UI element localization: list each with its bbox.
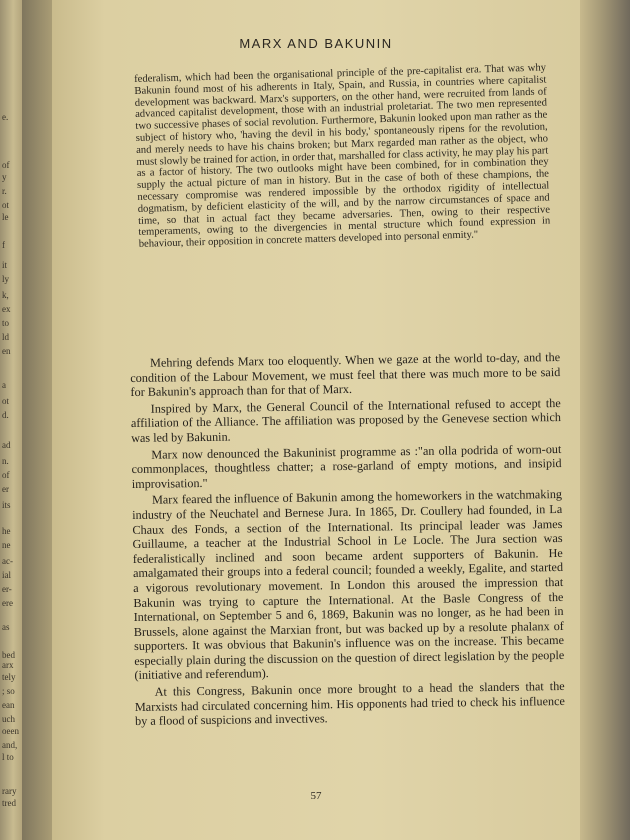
facing-page-fragment: of — [2, 160, 10, 170]
facing-page-fragment: le — [2, 212, 9, 222]
facing-page-fragment: bed — [2, 650, 15, 660]
body-text — [130, 350, 565, 731]
block-quote — [134, 62, 551, 250]
facing-page-fragment: l to — [2, 752, 14, 762]
paragraph: Marx feared the influence of Bakunin among the homeworkers in the watchmaking industry of the Neuchatel and Bernese Jura. In 1865, Dr. Coullery had founded, in La Chaux des Fonds, a section of the International. Its principal leader was James Guillaume, a teacher at the Industrial School in Le Locle. The Jura section was federalistically inclined and soon became ardent supporters of Bakunin. He amalgamated their groups into a federal council; founded a weekly, Egalite, and started a vigorous revolutionary movement. In London this aroused the impression that Bakunin was trying to capture the International. At the Basle Congress of the International, on September 5 and 6, 1869, Bakunin was no longer, as he had been in Brussels, alone against the Marxian front, but was backed up by a resolute phalanx of supporters. It was obvious that Bakunin's influence was on the increase. This became especially plain during the discussion on the question of direct legislation by the people (initiative and referendum). — [132, 487, 565, 683]
facing-page-fragment: er- — [2, 584, 12, 594]
book-gutter — [22, 0, 52, 840]
facing-page-fragment: a — [2, 380, 6, 390]
paragraph: Marx now denounced the Bakuninist programme as :"an olla podrida of worn-out commonplaces, thoughtless chatter; a rose-garland of empty motions, and insipid improvisation." — [131, 441, 562, 491]
facing-page-fragment: tely — [2, 672, 16, 682]
facing-page-fragment: its — [2, 500, 11, 510]
facing-page-fragment: f — [2, 240, 5, 250]
running-head: MARX AND BAKUNIN — [239, 36, 393, 51]
facing-page-fragment: n. — [2, 456, 9, 466]
facing-page-fragment: he — [2, 526, 11, 536]
facing-page-fragment: as — [2, 622, 10, 632]
facing-page-fragment: arx — [2, 660, 14, 670]
facing-page-fragment: of — [2, 470, 10, 480]
facing-page-fragment: ot — [2, 396, 10, 406]
quote-text: federalism, which had been the organisational principle of the pre-capitalist era. That was why Bakunin found most of his adherents in Italy, Spain, and Russia, in countries where capitalist development was backward. Marx's supporters, on the other hand, were recruited from lands of advanced capitalist development, those with an industrial proletariat. The two men represented two successive phases of social revolution. Furthermore, Bakunin looked upon man rather as the subject of history who, 'having the devil in his body,' spontaneously ripens for the revolution, and merely needs to have his chains broken; but Marx regarded man rather as the object, who must slowly be trained for action, in order that, marshalled for class activity, he may play his part as a factor of history. The two outlooks might have been combined, for in combination they supply the actual picture of man in history. But in the case of both of these champions, the necessary compromise was rendered impossible by the orthodox rigidity of intellectual dogmatism, by deficient elasticity of the will, and by the narrow circumstances of space and time, so that in actual fact they became adversaries. Then, owing to their respective temperaments, owing to the divergencies in mental structure which found expression in behaviour, their opposition in concrete matters developed into personal enmity." — [134, 62, 551, 251]
facing-page-fragment: en — [2, 346, 11, 356]
facing-page-fragment: r. — [2, 186, 7, 196]
facing-page-fragment: er — [2, 484, 9, 494]
page-edge-right — [580, 0, 630, 840]
paragraph: Inspired by Marx, the General Council of the International refused to accept the affiliation of the Alliance. The affiliation was proposed by the Genevese section which was led by Bakunin. — [130, 395, 561, 445]
page-number: 57 — [310, 790, 322, 802]
facing-page-fragment: and, — [2, 740, 18, 750]
facing-page-fragment: ad — [2, 440, 11, 450]
facing-page-fragment: ne — [2, 540, 11, 550]
facing-page-fragment: y — [2, 172, 7, 182]
facing-page-fragment: uch — [2, 714, 15, 724]
facing-page-fragment: ot — [2, 200, 10, 210]
facing-page-fragment: ean — [2, 700, 15, 710]
book-page — [52, 0, 580, 840]
facing-page-fragment: k, — [2, 290, 9, 300]
facing-page-fragment: ere — [2, 598, 13, 608]
facing-page-fragment: oeen — [2, 726, 19, 736]
facing-page-fragment: ld — [2, 332, 10, 342]
facing-page-fragment: ac- — [2, 556, 13, 566]
facing-page-fragment: d. — [2, 410, 9, 420]
facing-page-fragment: ex — [2, 304, 11, 314]
facing-page-fragment: ial — [2, 570, 11, 580]
paragraph: Mehring defends Marx too eloquently. When we gaze at the world to-day, and the condition of the Labour Movement, we must feel that there was much more to be said for Bakunin's approach than for that of Marx. — [130, 349, 561, 400]
facing-page-fragment: e. — [2, 112, 9, 122]
facing-page-fragment: ; so — [2, 686, 15, 696]
facing-page-fragment: tred — [2, 798, 16, 808]
facing-page-fragment: rary — [2, 786, 17, 796]
facing-page-fragment: to — [2, 318, 10, 328]
facing-page-edge — [0, 0, 22, 840]
paragraph: At this Congress, Bakunin once more brought to a head the slanders that the Marxists had circulated concerning him. His opponents had tried to check his influence by a flood of suspicions and invectives. — [134, 679, 565, 729]
facing-page-fragment: ly — [2, 274, 10, 284]
facing-page-fragment: it — [2, 260, 8, 270]
